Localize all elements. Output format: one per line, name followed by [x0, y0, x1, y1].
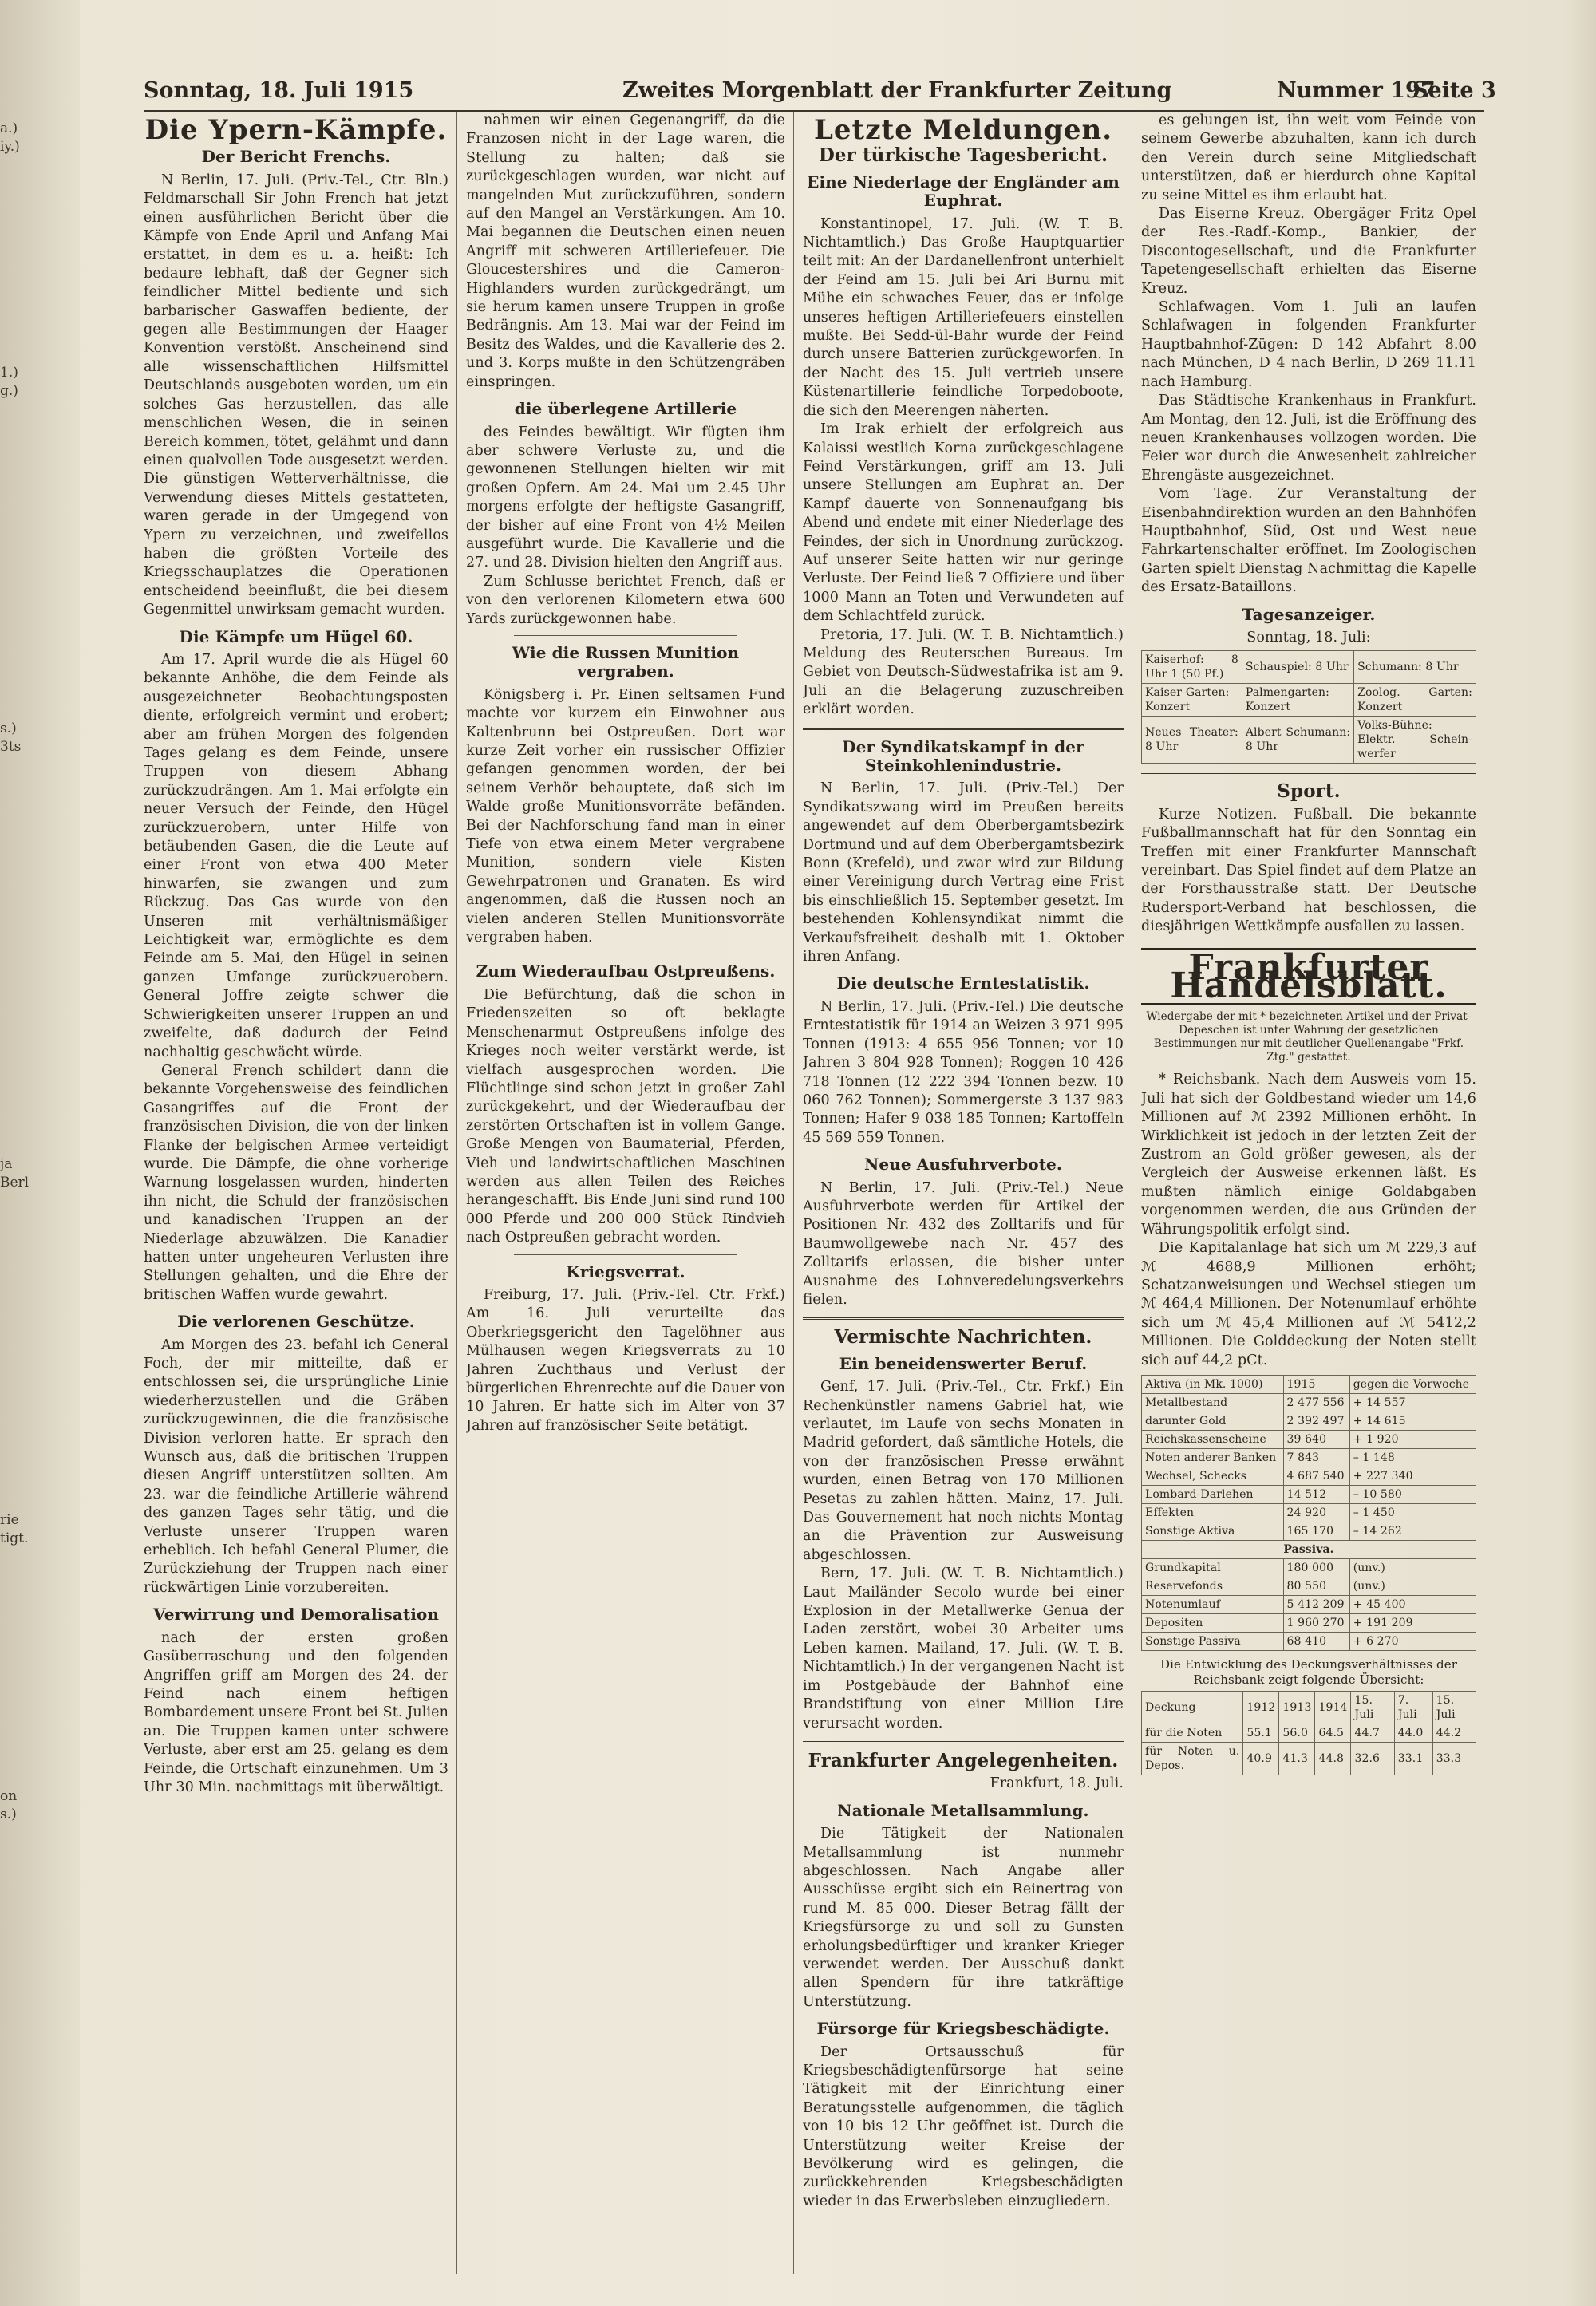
edge-text: tigt. [0, 1530, 29, 1546]
page-header [144, 73, 1496, 112]
table-row [1142, 1724, 1476, 1742]
paragraph: Schlafwagen. Vom 1. Juli an laufen Schlafwagen in folgenden Frankfurter Hauptbahnhof-Zügen: D 142 Abfahrt 8.00 nach München, D 4 nach Berlin, D 269 11.11 nach Hamburg. [1141, 299, 1476, 390]
divider [514, 635, 737, 636]
paragraph: Pretoria, 17. Juli. (W. T. B. Nichtamtlich.) Meldung des Reuterschen Bureaus. Im Gebiet von Deutsch-Südwestafrika ist am 9. Juli an die Belagerung zuzuschreiben erklärt worden. [803, 626, 1124, 718]
table-header-cell: 15. Juli [1432, 1691, 1476, 1724]
table-cell: 44.2 [1432, 1724, 1476, 1742]
table-cell: Reservefonds [1142, 1577, 1284, 1595]
table-header-row [1142, 1375, 1476, 1393]
table-cell: für die Noten [1142, 1724, 1243, 1742]
table-cell: 2 392 497 [1283, 1412, 1349, 1430]
table-cell: – 1 450 [1349, 1503, 1476, 1522]
paragraph: N Berlin, 17. Juli. (Priv.-Tel.) Neue Ausfuhrverbote werden für Artikel der Positionen Nr. 432 des Zolltarifs und für Baumwollgewebe nach Nr. 457 des Zolltarifs erlassen, die bisher unter Ausnahme des Lohnveredelungsverkehrs fielen. [803, 1179, 1124, 1308]
paragraph: General French schildert dann die bekannte Vorgehensweise des feindlichen Gasangriffes auf die Front der französischen Division, die von der linken Flanke der belgischen Armee verteidigt wurde. Die Dämpfe, die ohne vorherige Warnung losgelassen wurden, hinderten ihn nicht, die Schuld der französischen und kanadischen Truppen an der Niederlage abzuwälzen. Die Kanadier hatten unter ungeheuren Verlusten ihre Stellungen gehalten, und die Ehre der britischen Waffen wurde gewahrt. [144, 1062, 448, 1303]
table-cell: für Noten u. Depos. [1142, 1742, 1243, 1775]
section-title: Vermischte Nachrichten. [834, 1326, 1092, 1348]
paragraph: Der Ortsausschuß für Kriegsbeschädigtenfürsorge hat seine Tätigkeit mit der Einrichtung einer Beratungsstelle aufgenommen, die täglich von 10 bis 12 Uhr geöffnet ist. Durch die Unterstützung weiter Kreise der Bevölkerung wird es gelingen, die zurückkehrenden Kriegsbeschädigten wieder in das Erwerbsleben einzugliedern. [803, 2043, 1124, 2209]
paragraph: es gelungen ist, ihn weit vom Feinde von seinem Gewerbe abzuhalten, kann ich durch den Verein durch seine Mitgliedschaft unterstützen, daß er hierdurch ohne Kapital zu seine Mittel es ihm erlaubt hat. [1141, 113, 1476, 203]
table-header-cell: 7. Juli [1394, 1691, 1432, 1724]
passiva-heading: Passiva. [1142, 1540, 1476, 1558]
paragraph: Das Städtische Krankenhaus in Frankfurt. Am Montag, den 12. Juli, ist die Eröffnung des neuen Krankenhauses vollzogen worden. Die Feier war durch die Anwesenheit zahlreicher Ehrengäste ausgezeichnet. [1141, 393, 1476, 484]
table-cell: Lombard-Darlehen [1142, 1485, 1284, 1503]
edge-text: s.) [0, 1806, 17, 1822]
divider [1141, 772, 1476, 774]
table-cell: Kaiser-Garten: Konzert [1142, 684, 1242, 717]
section-heading: Der Syndikatskampf in der Steinkohlenindustrie. [842, 736, 1084, 775]
column-3 [803, 112, 1124, 2274]
edge-text: 1.) [0, 365, 18, 381]
table-row [1142, 1632, 1476, 1650]
table-cell: 180 000 [1283, 1558, 1349, 1577]
article-title: Die Ypern-Kämpfe. [144, 114, 448, 146]
table-cell: Sonstige Aktiva [1142, 1522, 1284, 1540]
table-cell: 33.1 [1394, 1742, 1432, 1775]
article-subtitle: Der türkische Tagesbericht. [818, 144, 1108, 167]
table-cell: darunter Gold [1142, 1412, 1284, 1430]
paragraph: Königsberg i. Pr. Einen seltsamen Fund machte vor kurzem ein Einwohner aus Kaltenbrunn bei Ostpreußen. Dort war kurze Zeit vorher ein russischer Offizier gefangen genommen worden, der bei seinem Verhör behauptete, daß sich im Walde große Munitionsvorräte befänden. Bei der Nachforschung fand man in einer Tiefe von etwa einem Meter vergrabene Munition, sondern viele Kisten Gewehrpatronen und Granaten. Es wird angenommen, daß die Russen noch an vielen anderen Stellen Munitionsvorräte vergraben haben. [466, 686, 785, 946]
section-heading: Tagesanzeiger. [1242, 604, 1376, 624]
table-cell: Depositen [1142, 1613, 1284, 1632]
table-header-cell: 1914 [1315, 1691, 1351, 1724]
table-row [1142, 1467, 1476, 1485]
table-cell: 39 640 [1283, 1430, 1349, 1448]
paragraph: des Feindes bewältigt. Wir fügten ihm aber schwere Verluste zu, und die gewonnenen Stellungen hielten wir mit großen Opfern. Am 24. Mai um 2.45 Uhr morgens erfolgte der heftigste Gasangriff, der bisher auf eine Front von 4½ Meilen ausgeführt wurde. Die Kavallerie und die 27. und 28. Division hielten den Angriff aus. [466, 424, 785, 571]
table-header-cell: Aktiva (in Mk. 1000) [1142, 1375, 1284, 1393]
table-cell: 55.1 [1243, 1724, 1279, 1742]
article-title: Letzte Meldungen. [813, 114, 1113, 146]
table-cell: Kaiserhof: 8 Uhr 1 (50 Pf.) [1142, 651, 1242, 684]
paragraph: Bern, 17. Juli. (W. T. B. Nichtamtlich.) Laut Mailänder Secolo wurde bei einer Explosion in der Metallwerke Genua der Laden zerstört, wobei 30 Arbeiter ums Leben kamen. Mailand, 17. Juli. (W. T. B. Nichtamtlich.) In der vergangenen Nacht ist im Postgebäude der Bahnhof eine Brandstiftung von einer Million Lire verursacht worden. [803, 1566, 1124, 1731]
table-header-cell: gegen die Vorwoche [1349, 1375, 1476, 1393]
paragraph: Das Eiserne Kreuz. Obergäger Fritz Opel der Res.-Radf.-Komp., Bankier, der Discontogesellschaft, und die Frankfurter Tapetengesellschaft erhielten das Eiserne Kreuz. [1141, 206, 1476, 297]
table-cell: 2 477 556 [1283, 1393, 1349, 1412]
table-row [1142, 1613, 1476, 1632]
article-subtitle: Der Bericht Frenchs. [201, 147, 391, 167]
table-cell: Volks-Bühne: Elektr. Schein-werfer [1354, 717, 1476, 764]
table-cell: (unv.) [1349, 1558, 1476, 1577]
column-4 [1141, 112, 1476, 2274]
section-title: Frankfurter Angelegenheiten. [808, 1749, 1119, 1771]
paragraph: N Berlin, 17. Juli. (Priv.-Tel.) Der Syndikatszwang wird im Preußen bereits angewendet auf dem Oberbergamtsbezirk Dortmund und auf dem Oberbergamtsbezirk Bonn (Krefeld), und zwar wird zur Bildung einer Vereinigung durch Vertrag eine Frist bis einschließlich 15. September gesetzt. Im bestehenden Kohlensyndikat nimmt die Verkaufsfreiheit deshalb mit 1. Oktober ihren Anfang. [803, 780, 1124, 965]
table-cell: Noten anderer Banken [1142, 1448, 1284, 1467]
table-cell: 24 920 [1283, 1503, 1349, 1522]
table-cell: – 14 262 [1349, 1522, 1476, 1540]
table-header-cell: Deckung [1142, 1691, 1243, 1724]
edge-text: s.) [0, 721, 17, 736]
section-title: Sport. [1277, 780, 1341, 803]
table-cell: – 1 148 [1349, 1448, 1476, 1467]
table-row [1142, 684, 1476, 717]
section-heading: Verwirrung und Demoralisation [153, 1605, 439, 1625]
paragraph: Die Befürchtung, daß die schon in Friedenszeiten so oft beklagte Menschenarmut Ostpreußens infolge des Krieges noch weiter verstärkt werde, ist vielfach ausgesprochen worden. Die Flüchtlinge sind schon jetzt in großer Zahl zurückgekehrt, und der Wiederaufbau der zerstörten Ortschaften ist in vollem Gange. Große Mengen von Baumaterial, Pferden, Vieh und landwirtschaftlichen Maschinen werden aus allen Teilen des Reiches herangeschafft. Bis Ende Juni sind rund 100 000 Pferde und 200 000 Stück Rindvieh nach Ostpreußen gebracht worden. [466, 986, 785, 1246]
table-cell: + 191 209 [1349, 1613, 1476, 1632]
table-cell: Grundkapital [1142, 1558, 1284, 1577]
table-cell: (unv.) [1349, 1577, 1476, 1595]
table-cell: + 1 920 [1349, 1430, 1476, 1448]
table-cell: + 6 270 [1349, 1632, 1476, 1650]
masthead-title: Zweites Morgenblatt der Frankfurter Zeitung [622, 78, 1172, 103]
table-cell: Reichskassenscheine [1142, 1430, 1284, 1448]
edge-text: on [0, 1788, 18, 1804]
table-row [1142, 1412, 1476, 1430]
table-header-cell: 1915 [1283, 1375, 1349, 1393]
table-row [1142, 1522, 1476, 1540]
table-row [1142, 1430, 1476, 1448]
table-cell: 64.5 [1315, 1724, 1351, 1742]
table-cell: Schauspiel: 8 Uhr [1242, 651, 1353, 684]
table-cell: 14 512 [1283, 1485, 1349, 1503]
deckung-caption: Die Entwicklung des Deckungsverhältnisses der Reichsbank zeigt folgende Übersicht: [1160, 1656, 1457, 1687]
paragraph: Freiburg, 17. Juli. (Priv.-Tel. Ctr. Frkf.) Am 16. Juli verurteilte das Oberkriegsgericht den Tagelöhner aus Mülhausen wegen Kriegsverrats zu 10 Jahren Zuchthaus und Verlust der bürgerlichen Ehrenrechte auf die Dauer von 10 Jahren. Er hatte sich im Alter von 37 Jahren auf französischer Seite betätigt. [466, 1286, 785, 1434]
section-heading: Zum Wiederaufbau Ostpreußens. [476, 961, 776, 981]
section-heading: Kriegsverrat. [566, 1262, 685, 1281]
section-heading: Neue Ausfuhrverbote. [864, 1155, 1062, 1175]
paragraph: Konstantinopel, 17. Juli. (W. T. B. Nichtamtlich.) Das Große Hauptquartier teilt mit: An der Dardanellenfront unterhielt der Feind am 15. Juli bei Ari Burnu mit Mühe ein schwaches Feuer, das er infolge unseres heftigen Artilleriefeuers einstellen mußte. Bei Sedd-ül-Bahr wurde der Feind durch unsere Batterien zurückgeworfen. In der Nacht des 15. Juli vertrieb unsere Küstenartillerie feindliche Torpedoboote, die sich den Meerengen näherten. [803, 215, 1124, 419]
edge-text: rie [0, 1512, 19, 1528]
table-row [1142, 1742, 1476, 1775]
paragraph: Vom Tage. Zur Veranstaltung der Eisenbahndirektion wurden an den Bahnhöfen Hauptbahnhof, Süd, Ost und West neue Fahrkartenschalter eröffnet. Im Zoologischen Garten spielt Dienstag Nachmittag die Kapelle des Ersatz-Bataillons. [1141, 486, 1476, 596]
paragraph: Am 17. April wurde die als Hügel 60 bekannte Anhöhe, die dem Feinde als ausgezeichneter Beobachtungsposten diente, erfolgreich vermint und erobert; aber am frühen Morgen des folgenden Tages gelang es dem Feinde, unsere Truppen von diesem Abhang zurückzudrängen. Am 1. Mai erfolgte ein neuer Versuch der Feinde, den Hügel zurückzuerobern, unter Hilfe von betäubenden Gasen, die die Leute auf einer Front von etwa 400 Meter hinwarfen, sie zwangen und zum Rückzug. Das Gas wurde von den Unseren mit verhältnismäßiger Leichtigkeit war, ermöglichte es dem Feinde am 5. Mai, den Hügel in seinen ganzen Umfange zurückzuerobern. General Joffre zeigte schwer die Schwierigkeiten unserer Truppen an und zweifelte, daß dadurch der Feind nachhaltig geschwächt würde. [144, 651, 448, 1060]
edge-text: 3ts [0, 739, 22, 755]
paragraph: nahmen wir einen Gegenangriff, da die Franzosen nicht in der Lage waren, die Stellung zu halten; daß sie zurückgeschlagen wurden, war nicht auf mangelnden Mut zurückzuführen, sondern auf den Mangel an Verstärkungen. Am 10. Mai begannen die Deutschen einen neuen Angriff mit schweren Artilleriefeuer. Die Gloucestershires und die Cameron-Highlanders wurden zurückgedrängt, um sie herum kamen unsere Truppen in große Bedrängnis. Am 13. Mai war der Feind im Besitz des Waldes, und die Kavallerie des 2. und 3. Korps mußte in den Schützengräben einspringen. [466, 113, 785, 390]
section-heading: Die deutsche Erntestatistik. [836, 973, 1090, 993]
table-cell: Zoolog. Garten: Konzert [1354, 684, 1476, 717]
table-cell: Effekten [1142, 1503, 1284, 1522]
table-row [1142, 1558, 1476, 1577]
table-cell: Metallbestand [1142, 1393, 1284, 1412]
table-row [1142, 1393, 1476, 1412]
paragraph: Am Morgen des 23. befahl ich General Foch, der mir mitteilte, daß er entschlossen sei, die ursprüngliche Linie wiederherzustellen und die Gräben zurückzugewinnen, die die französische Division verloren hatte. Er sprach den Wunsch aus, daß die britischen Truppen diesen Angriff unterstützen sollten. Am 23. war die feindliche Artillerie während des ganzen Tages sehr tätig, und die Verluste unserer Truppen waren erheblich. Ich befahl General Plumer, die Zurückziehung der Truppen nach einer rückwärtigen Linie vorzubereiten. [144, 1337, 448, 1596]
table-cell: Notenumlauf [1142, 1595, 1284, 1613]
paragraph: Im Irak erhielt der erfolgreich aus Kalaissi westlich Korna zurückgeschlagene Feind Verstärkungen, griff am 13. Juli unsere Stellungen am Euphrat an. Der Kampf dauerte von Sonnenaufgang bis Abend und endete mit einer Niederlage des Feindes, der sich in Unordnung zurückzog. Auf unserer Seite hatten wir nur geringe Verluste. Der Feind ließ 7 Offiziere und über 1000 Mann an Toten und Verwundeten auf dem Schlachtfeld zurück. [803, 421, 1124, 625]
column-1 [144, 112, 448, 2274]
table-cell: 44.0 [1394, 1724, 1432, 1742]
table-header-row [1142, 1691, 1476, 1724]
tagesanzeiger-table [1141, 650, 1476, 764]
table-cell: 68 410 [1283, 1632, 1349, 1650]
section-heading: Die Kämpfe um Hügel 60. [179, 626, 413, 646]
handelsblatt-title: Frankfurter Handelsblatt. [1141, 948, 1476, 1006]
left-edge-fragments [0, 120, 56, 1824]
tagesanzeiger-date: Sonntag, 18. Juli: [1246, 629, 1371, 646]
table-cell: Palmengarten: Konzert [1242, 684, 1353, 717]
table-row [1142, 1595, 1476, 1613]
table-cell: 44.8 [1315, 1742, 1351, 1775]
section-heading: die überlegene Artillerie [514, 399, 737, 419]
paragraph: Kurze Notizen. Fußball. Die bekannte Fußballmannschaft hat für den Sonntag ein Treffen mit einer Frankfurter Mannschaft vereinbart. Das Spiel findet auf dem Platze an der Forsthausstraße statt. Der Deutsche Rudersport-Verband hat beschlossen, die diesjährigen Wettkämpfe ausfallen zu lassen. [1141, 806, 1476, 935]
table-cell: 80 550 [1283, 1577, 1349, 1595]
paragraph: N Berlin, 17. Juli. (Priv.-Tel.) Die deutsche Erntestatistik für 1914 an Weizen 3 971 995 Tonnen (1913: 4 655 956 Tonnen; vor 10 Jahren 3 804 928 Tonnen); Roggen 10 426 718 Tonnen (12 222 394 Tonnen bezw. 10 060 762 Tonnen); Sommergerste 3 137 983 Tonnen; Hafer 9 038 185 Tonnen; Kartoffeln 45 569 559 Tonnen. [803, 998, 1124, 1146]
edge-text: a.) [0, 120, 18, 136]
column-rule [456, 112, 457, 2274]
table-row [1142, 1540, 1476, 1558]
deckung-table [1141, 1691, 1476, 1775]
edge-text: iy.) [0, 139, 20, 155]
table-cell: + 14 615 [1349, 1412, 1476, 1430]
divider [803, 1317, 1124, 1320]
section-heading: Wie die Russen Munition vergraben. [512, 642, 740, 681]
table-cell: Sonstige Passiva [1142, 1632, 1284, 1650]
column-rule [793, 112, 794, 2274]
paragraph: Die Kapitalanlage hat sich um ℳ 229,3 auf ℳ 4688,9 Millionen erhöht; Schatzanweisungen und Wechsel stiegen um ℳ 464,4 Millionen. Der Notenumlauf erhöhte sich um ℳ 45,4 Millionen auf ℳ 5412,2 Millionen. Die Golddeckung der Noten stellt sich auf 44,2 pCt. [1141, 1240, 1476, 1368]
table-cell: + 227 340 [1349, 1467, 1476, 1485]
table-cell: 4 687 540 [1283, 1467, 1349, 1485]
section-heading: Ein beneidenswerter Beruf. [839, 1353, 1088, 1373]
paragraph: * Reichsbank. Nach dem Ausweis vom 15. Juli hat sich der Goldbestand wieder um 14,6 Millionen auf ℳ 2392 Millionen erhöht. In Wirklichkeit ist jedoch in der letzten Zeit der Zustrom an Gold größer gewesen, als der Vergleich der Ausweise erkennen läßt. Es mußten nämlich einige Goldabgaben vorgenommen werden, die aus Gründen der Währungspolitik erfolgt sind. [1141, 1072, 1476, 1238]
paragraph: nach der ersten großen Gasüberraschung und den folgenden Angriffen griff am Morgen des 24. der Feind nach einem heftigen Bombardement unsere Front bei St. Julien an. Die Truppen kamen unter schwere Verluste, aber erst am 25. gelang es dem Feinde, die Ortschaft einzunehmen. Um 3 Uhr 30 Min. nachmittags mit überwältigt. [144, 1629, 448, 1795]
table-header-cell: 1912 [1243, 1691, 1279, 1724]
table-cell: + 14 557 [1349, 1393, 1476, 1412]
table-cell: 33.3 [1432, 1742, 1476, 1775]
edge-text: Berl [0, 1175, 30, 1191]
table-cell: 44.7 [1351, 1724, 1394, 1742]
issue-date: Sonntag, 18. Juli 1915 [144, 78, 414, 103]
table-cell: Neues Theater: 8 Uhr [1142, 717, 1242, 764]
page-number: Seite 3 [1412, 78, 1496, 103]
table-cell: – 10 580 [1349, 1485, 1476, 1503]
table-cell: 1 960 270 [1283, 1613, 1349, 1632]
handelsblatt-notice: Wiedergabe der mit * bezeichneten Artikel und der Privat-Depeschen ist unter Wahrung der gesetzlichen Bestimmungen nur mit deutlicher Quellenangabe "Frkf. Ztg." gestattet. [1146, 1010, 1472, 1064]
edge-text: g.) [0, 383, 18, 399]
table-cell: 5 412 209 [1283, 1595, 1349, 1613]
divider [803, 1741, 1124, 1743]
table-cell: Schumann: 8 Uhr [1354, 651, 1476, 684]
table-cell: 56.0 [1279, 1724, 1315, 1742]
table-cell: Albert Schumann: 8 Uhr [1242, 717, 1353, 764]
table-row [1142, 1503, 1476, 1522]
table-row [1142, 1448, 1476, 1467]
table-cell: 165 170 [1283, 1522, 1349, 1540]
reichsbank-table [1141, 1375, 1476, 1651]
issue-number: Nummer 197 [1277, 78, 1436, 103]
table-row [1142, 1485, 1476, 1503]
paragraph: Genf, 17. Juli. (Priv.-Tel., Ctr. Frkf.) Ein Rechenkünstler namens Gabriel hat, wie verlautet, im Laufe von sechs Monaten in Madrid gefordert, daß sämtliche Hotels, die von der französischen Presse erwähnt wurden, einen Betrag von 170 Millionen Pesetas zu zahlen hätten. Mainz, 17. Juli. Das Gouvernement hat noch nichts Montag an die Prävention zur Ausweisung abgeschlossen. [803, 1379, 1124, 1563]
table-cell: 32.6 [1351, 1742, 1394, 1775]
table-cell: 40.9 [1243, 1742, 1279, 1775]
section-heading: Fürsorge für Kriegsbeschädigte. [816, 2019, 1110, 2039]
table-header-cell: 1913 [1279, 1691, 1315, 1724]
table-cell: Wechsel, Schecks [1142, 1467, 1284, 1485]
paragraph: Die Tätigkeit der Nationalen Metallsammlung ist nunmehr abgeschlossen. Nach Angabe aller Ausschüsse ergibt sich ein Reinertrag von rund M. 85 000. Dieser Betrag fällt der Kriegsfürsorge zu und soll zu Gunsten erholungsbedürftiger und kranker Krieger verwendet werden. Der Ausschuß dankt allen Spendern für ihre tatkräftige Unterstützung. [803, 1826, 1124, 2010]
table-row [1142, 651, 1476, 684]
paragraph: Zum Schlusse berichtet French, daß er von den verlorenen Kilometern etwa 600 Yards zurückgewonnen habe. [466, 573, 785, 627]
paragraph: N Berlin, 17. Juli. (Priv.-Tel., Ctr. Bln.) Feldmarschall Sir John French hat jetzt einen ausführlichen Bericht über die Kämpfe von Ende April und Anfang Mai erstattet, in dem es u. a. heißt: Ich bedaure lebhaft, daß der Gegner sich feindlicher Mittel bediente und sich barbarischer Gaswaffen bediente, der gegen alle Bestimmungen der Haager Konvention verstößt. Anscheinend sind alle wissenschaftlichen Hilfsmittel Deutschlands ausgeboten worden, um ein solches Gas herzustellen, das alle menschlichen Wesen, die in seinen Bereich kommen, tötet, gelähmt und dann einen qualvollen Tode ausgesetzt werden. Die günstigen Wetterverhältnisse, die Verwendung dieses Mittels gestatteten, waren gerade in der Umgegend von Ypern zu verzeichnen, und zweifellos haben die größten Vorteile des Kriegsschauplatzes die Operationen entscheidend beeinflußt, die bei diesem Gegenmittel unwirksam gemacht wurden. [144, 172, 448, 618]
divider [803, 728, 1124, 730]
divider [514, 1254, 737, 1255]
table-cell: 41.3 [1279, 1742, 1315, 1775]
table-row [1142, 717, 1476, 764]
section-heading: Nationale Metallsammlung. [837, 1800, 1089, 1820]
table-cell: 7 843 [1283, 1448, 1349, 1467]
edge-text: ja [0, 1156, 13, 1172]
column-2 [466, 112, 785, 2274]
table-row [1142, 1577, 1476, 1595]
table-header-cell: 15. Juli [1351, 1691, 1394, 1724]
section-heading: Die verlorenen Geschütze. [177, 1312, 415, 1332]
dateline: Frankfurt, 18. Juli. [990, 1775, 1124, 1792]
table-cell: + 45 400 [1349, 1595, 1476, 1613]
section-heading: Eine Niederlage der Engländer am Euphrat. [807, 172, 1120, 211]
